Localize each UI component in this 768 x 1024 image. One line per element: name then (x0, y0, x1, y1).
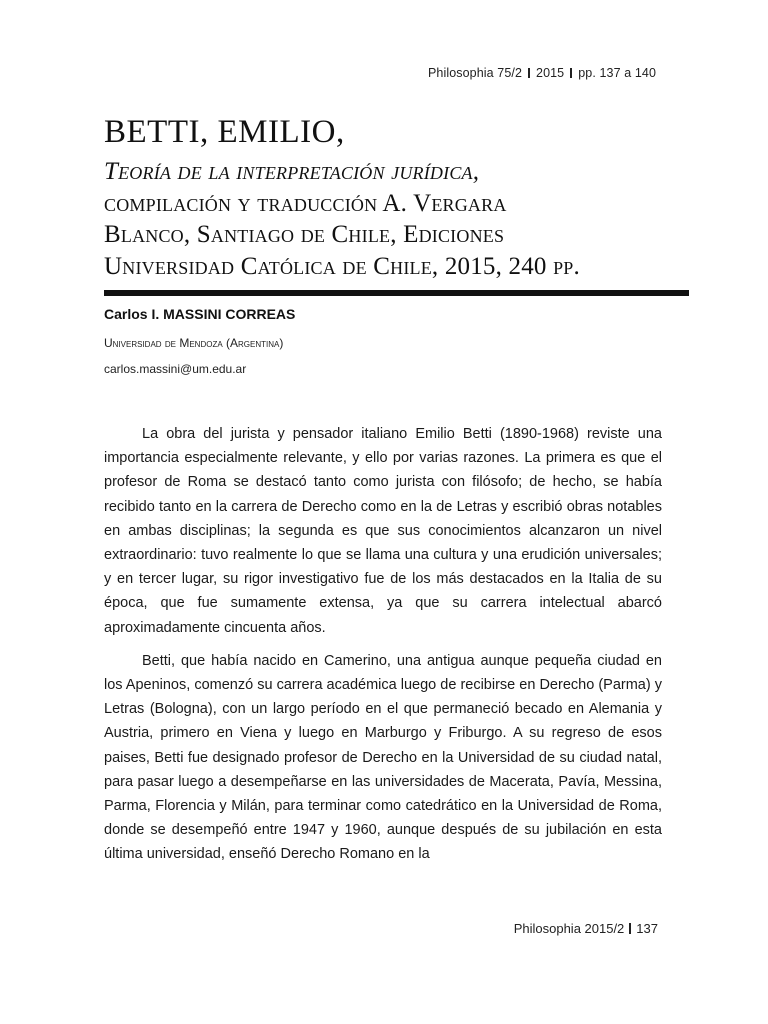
title-divider (104, 290, 689, 296)
article-title (104, 112, 694, 282)
header-journal: Philosophia 75/2 (427, 66, 523, 80)
body-paragraph: Betti, que había nacido en Camerino, una antigua aunque pequeña ciudad en los Apeninos, comenzó su carrera académica luego de recibirse en Derecho (Parma) y Letras (Bologna), con un largo período en el que permaneció becado en Alemania y Austria, primero en Viena y luego en Marburgo y Friburgo. A su regreso de esos paises, Betti fue designado profesor de Derecho en la Universidad de su ciudad natal, para pasar luego a desempeñarse en las universidades de Macerata, Pavía, Messina, Parma, Florencia y Milán, para terminar como catedrático en la Universidad de Roma, donde se desempeñó entre 1947 y 1960, aunque después de su jubilación en esta última universidad, enseñó Derecho Romano en la (104, 652, 662, 863)
author-affiliation: Universidad de Mendoza (Argentina) (104, 336, 284, 350)
page-number: 137 (636, 921, 658, 936)
article-body (104, 422, 662, 876)
title-line-4: Universidad Católica de Chile, 2015, 240 pp. (104, 252, 580, 280)
title-subtitle (104, 156, 694, 282)
title-main: BETTI, EMILIO, (104, 114, 345, 150)
footer-separator (629, 923, 631, 934)
footer-journal: Philosophia 2015/2 (513, 921, 625, 936)
header-pages: pp. 137 a 140 (578, 66, 656, 80)
book-title: Teoría de la interpretación jurídica, (104, 158, 480, 185)
running-header (428, 66, 656, 80)
author-name: Carlos I. MASSINI CORREAS (104, 306, 296, 322)
title-line-2: compilación y traducción A. Vergara (104, 189, 507, 217)
header-separator (528, 68, 530, 78)
running-footer (514, 921, 658, 936)
author-email: carlos.massini@um.edu.ar (104, 362, 247, 376)
header-year: 2015 (536, 66, 565, 80)
title-line-3: Blanco, Santiago de Chile, Ediciones (104, 221, 505, 248)
header-separator (570, 68, 572, 78)
body-paragraph: La obra del jurista y pensador italiano Emilio Betti (1890-1968) reviste una importancia especialmente relevante, y ello por varias razones. La primera es que el profesor de Roma se destacó tanto como jurista con filósofo; de hecho, se había recibido tanto en la carrera de Derecho como en la de Letras y escribió obras notables en ambas disciplinas; la segunda es que sus conocimientos alcanzaron un nivel extraordinario: tuvo realmente lo que se llama una cultura y una erudición universales; y en tercer lugar, su rigor investigativo fue de los más destacados en la Italia de su época, que fue sumamente extensa, ya que su carrera intelectual abarcó aproximadamente cincuenta años. (104, 426, 662, 636)
